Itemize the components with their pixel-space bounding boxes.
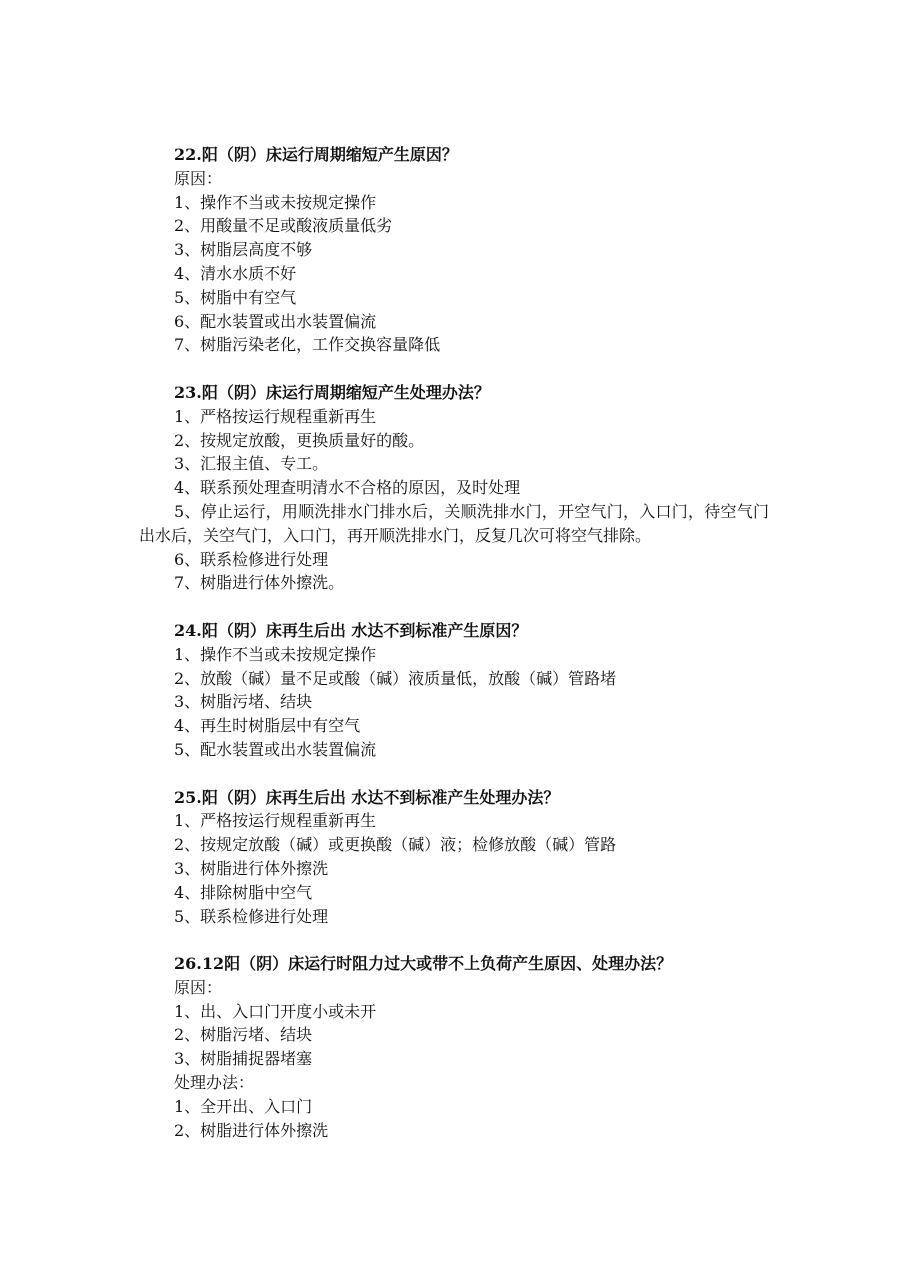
text-line: 原因：: [174, 977, 223, 997]
text-line: 1、严格按运行规程重新再生: [174, 406, 377, 426]
text-line: 3、树脂进行体外擦洗: [174, 858, 329, 878]
text-line: 1、严格按运行规程重新再生: [174, 811, 377, 831]
text-line: 2、用酸量不足或酸液质量低劣: [174, 216, 393, 236]
text-line: 4、联系预处理查明清水不合格的原因，及时处理: [174, 478, 521, 498]
text-line: 4、再生时树脂层中有空气: [174, 716, 361, 736]
text-line: 4、排除树脂中空气: [174, 882, 313, 902]
section-25: [139, 786, 769, 929]
text-line: 1、操作不当或未按规定操作: [174, 644, 377, 664]
text-line: 3、汇报主值、专工。: [174, 454, 329, 474]
section-22: [139, 143, 769, 357]
text-line: 4、清水水质不好: [174, 263, 297, 283]
text-line: 7、树脂污染老化，工作交换容量降低: [174, 335, 441, 355]
document-body: [139, 143, 769, 1166]
section-heading: 23.阳（阴）床运行周期缩短产生处理办法？: [174, 382, 490, 402]
text-line: 2、按规定放酸（碱）或更换酸（碱）液；检修放酸（碱）管路: [174, 835, 617, 855]
text-line: 3、树脂捕捉器堵塞: [174, 1049, 313, 1069]
section-heading: 25.阳（阴）床再生后出 水达不到标准产生处理办法？: [174, 787, 560, 807]
text-line: 原因：: [174, 168, 223, 188]
text-line: 2、树脂污堵、结块: [174, 1025, 313, 1045]
text-line: 2、放酸（碱）量不足或酸（碱）液质量低，放酸（碱）管路堵: [174, 668, 617, 688]
text-paragraph: 5、停止运行，用顺洗排水门排水后，关顺洗排水门，开空气门，入口门，待空气门出水后，关空气门，入口门，再开顺洗排水门，反复几次可将空气排除。: [139, 501, 769, 545]
text-line: 3、树脂污堵、结块: [174, 692, 313, 712]
text-line: 1、出、入口门开度小或未开: [174, 1001, 377, 1021]
section-23: [139, 381, 769, 595]
text-line: 5、联系检修进行处理: [174, 906, 329, 926]
text-line: 处理办法：: [174, 1073, 255, 1093]
text-line: 3、树脂层高度不够: [174, 240, 313, 260]
section-heading: 26.12阳（阴）床运行时阻力过大或带不上负荷产生原因、处理办法？: [174, 954, 673, 974]
text-line: 7、树脂进行体外擦洗。: [174, 573, 345, 593]
section-heading: 24.阳（阴）床再生后出 水达不到标准产生原因？: [174, 620, 528, 640]
text-line: 5、树脂中有空气: [174, 287, 297, 307]
section-24: [139, 619, 769, 762]
text-line: 1、全开出、入口门: [174, 1096, 313, 1116]
section-heading: 22.阳（阴）床运行周期缩短产生原因？: [174, 145, 458, 164]
text-line: 6、联系检修进行处理: [174, 549, 329, 569]
text-line: 5、配水装置或出水装置偏流: [174, 739, 377, 759]
text-line: 6、配水装置或出水装置偏流: [174, 311, 377, 331]
section-26: [139, 952, 769, 1142]
text-line: 1、操作不当或未按规定操作: [174, 192, 377, 212]
text-line: 2、树脂进行体外擦洗: [174, 1120, 329, 1140]
text-line: 2、按规定放酸，更换质量好的酸。: [174, 430, 425, 450]
